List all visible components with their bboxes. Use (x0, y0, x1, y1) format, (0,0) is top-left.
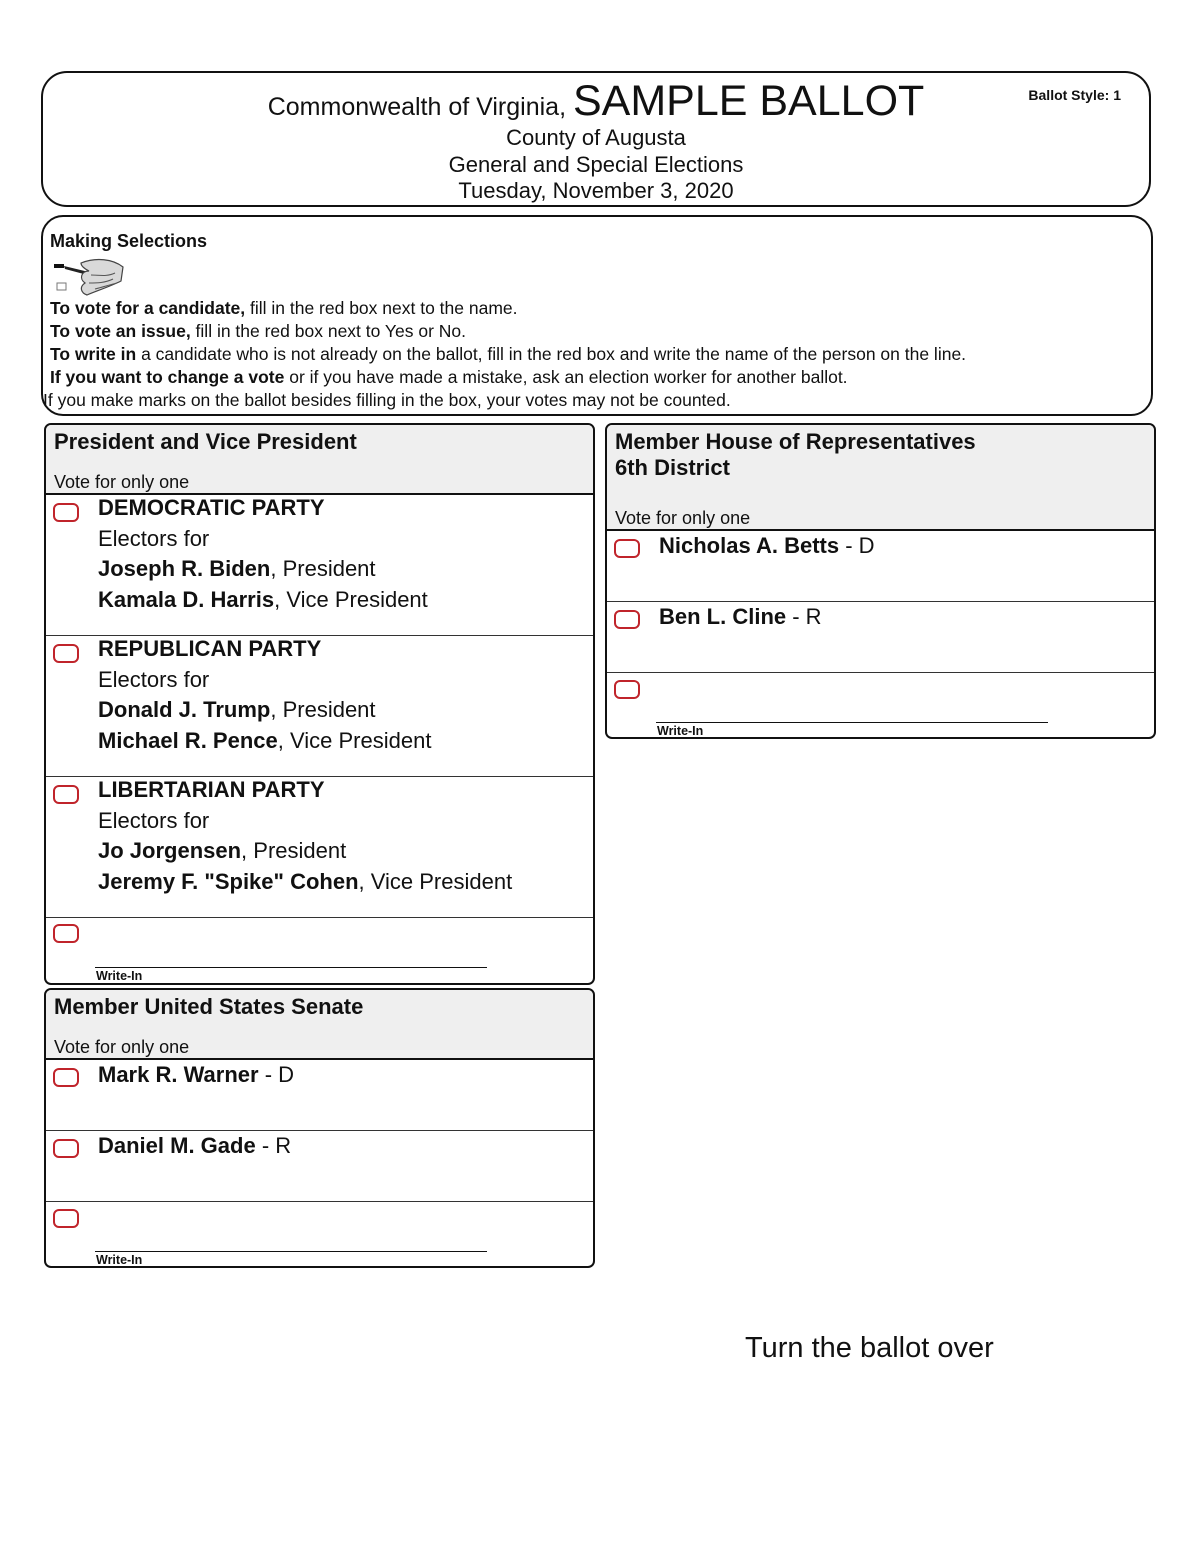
contest-header (46, 425, 593, 495)
turn-over-note: Turn the ballot over (745, 1332, 994, 1364)
candidate-name-line: Mark R. Warner - D (98, 1062, 295, 1087)
write-in-label: Write-In (96, 1253, 143, 1267)
vote-oval[interactable] (53, 1209, 79, 1228)
contest-header (607, 425, 1154, 531)
write-in-line[interactable] (656, 722, 1048, 723)
write-in-line[interactable] (95, 1251, 487, 1252)
candidate-text (98, 493, 428, 615)
vote-oval[interactable] (614, 680, 640, 699)
election-name: General and Special Elections (448, 152, 744, 177)
header-prefix: Commonwealth of Virginia, (267, 93, 573, 121)
instruction-line: To write in a candidate who is not already on the ballot, fill in the red box and write the name of the person on the line. (50, 344, 967, 364)
electors-label: Electors for (98, 807, 210, 833)
candidate-name-line: Ben L. Cline - R (659, 604, 822, 629)
party-name: DEMOCRATIC PARTY (98, 495, 325, 520)
contest-header (46, 990, 593, 1060)
sample-ballot-title: SAMPLE BALLOT (572, 77, 925, 125)
ballot-header (41, 71, 1151, 207)
candidate-option-democratic[interactable] (46, 495, 593, 636)
vice-president-line: Michael R. Pence, Vice President (98, 727, 432, 753)
candidate-name-line: Daniel M. Gade - R (98, 1133, 292, 1158)
election-date: Tuesday, November 3, 2020 (458, 178, 734, 203)
party-name: REPUBLICAN PARTY (98, 636, 322, 661)
instruction-line: If you make marks on the ballot besides filling in the box, your votes may not be counted. (43, 390, 731, 410)
party-name: LIBERTARIAN PARTY (98, 777, 325, 802)
contest-senate (44, 988, 595, 1268)
vote-oval[interactable] (614, 539, 640, 558)
vote-for-instruction: Vote for only one (615, 508, 751, 528)
vote-oval[interactable] (53, 924, 79, 943)
instructions-box (41, 215, 1153, 416)
contest-president (44, 423, 595, 985)
ballot-style: Ballot Style: 1 (1028, 87, 1121, 103)
vote-for-instruction: Vote for only one (54, 472, 190, 492)
candidate-text (98, 634, 431, 756)
vote-oval[interactable] (53, 503, 79, 522)
candidate-name-line: Nicholas A. Betts - D (659, 533, 875, 558)
instruction-line: To vote for a candidate, fill in the red box next to the name. (50, 298, 518, 318)
candidate-option[interactable] (607, 602, 1154, 673)
candidate-option[interactable] (46, 1131, 593, 1202)
president-line: Jo Jorgensen, President (98, 838, 347, 863)
contest-title: Member United States Senate (54, 994, 364, 1019)
contest-house (605, 423, 1156, 739)
write-in-label: Write-In (657, 724, 704, 738)
vote-for-instruction: Vote for only one (54, 1037, 190, 1057)
candidate-option[interactable] (46, 1060, 593, 1131)
electors-label: Electors for (98, 666, 210, 692)
county-name: County of Augusta (506, 125, 686, 150)
pen-marking-icon (51, 257, 127, 297)
candidate-option[interactable] (607, 531, 1154, 602)
write-in-label: Write-In (96, 969, 143, 983)
instructions-list (43, 297, 1151, 412)
electors-label: Electors for (98, 525, 210, 551)
vote-oval[interactable] (53, 644, 79, 663)
write-in-line[interactable] (95, 967, 487, 968)
write-in-option[interactable] (46, 918, 593, 983)
vote-oval[interactable] (614, 610, 640, 629)
president-line: Donald J. Trump, President (98, 697, 376, 722)
vice-president-line: Kamala D. Harris, Vice President (98, 586, 428, 612)
instruction-line: To vote an issue, fill in the red box next to Yes or No. (50, 321, 466, 341)
instruction-line: If you want to change a vote or if you have made a mistake, ask an election worker for another ballot. (50, 367, 848, 387)
instructions-title: Making Selections (50, 231, 208, 251)
write-in-option[interactable] (607, 673, 1154, 739)
write-in-option[interactable] (46, 1202, 593, 1266)
candidate-option-republican[interactable] (46, 636, 593, 777)
candidate-text (98, 775, 512, 897)
president-line: Joseph R. Biden, President (98, 556, 376, 581)
contest-title: Member House of Representatives 6th District (615, 429, 976, 480)
vice-president-line: Jeremy F. "Spike" Cohen, Vice President (98, 868, 513, 894)
candidate-option-libertarian[interactable] (46, 777, 593, 918)
vote-oval[interactable] (53, 1139, 79, 1158)
vote-oval[interactable] (53, 785, 79, 804)
vote-oval[interactable] (53, 1068, 79, 1087)
contest-title: President and Vice President (54, 429, 357, 454)
header-title-line (43, 77, 1149, 126)
